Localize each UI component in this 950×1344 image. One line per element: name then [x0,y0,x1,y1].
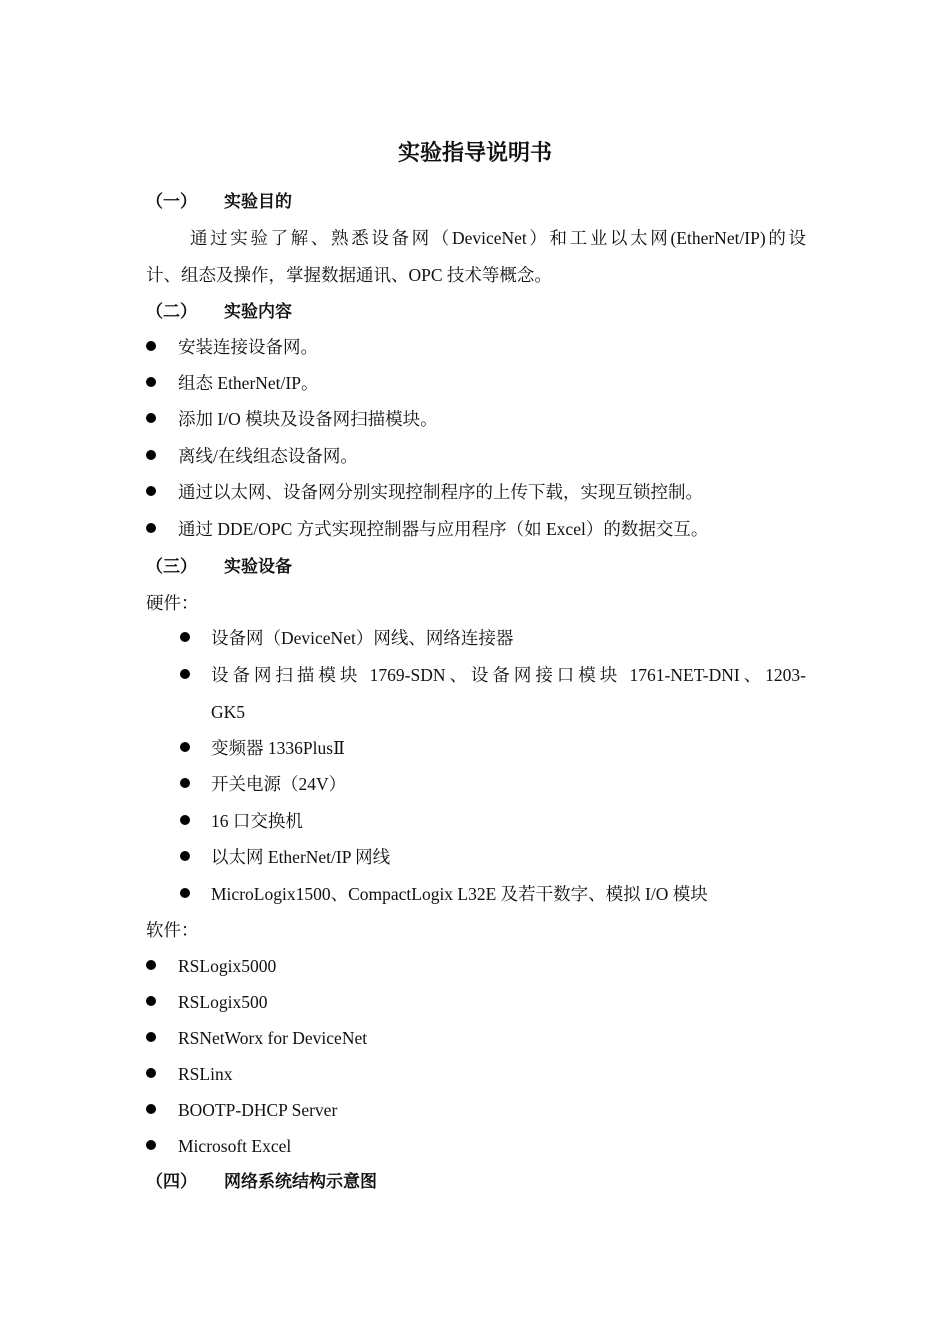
list-item: 以太网 EtherNet/IP 网线 [211,847,391,867]
bullet-icon [146,523,156,533]
bullet-icon [146,1032,156,1042]
list-item-continuation: GK5 [211,702,246,722]
section-number: （三） [146,557,197,577]
hardware-label: 硬件： [146,593,199,613]
purpose-paragraph-line: 计、组态及操作，掌握数据通讯、OPC 技术等概念。 [146,265,552,285]
bullet-icon [180,778,190,788]
bullet-icon [146,996,156,1006]
bullet-icon [146,960,156,970]
section-heading-4 [146,1170,377,1194]
list-item: 通过 DDE/OPC 方式实现控制器与应用程序（如 Excel）的数据交互。 [178,519,709,539]
bullet-icon [180,742,190,752]
list-item: 组态 EtherNet/IP。 [178,373,319,393]
bullet-icon [146,377,156,387]
bullet-icon [146,413,156,423]
list-item: Microsoft Excel [178,1136,292,1156]
bullet-icon [146,1104,156,1114]
section-heading-3 [146,555,292,579]
bullet-icon [146,1140,156,1150]
list-item: 16 口交换机 [211,811,303,831]
list-item: RSNetWorx for DeviceNet [178,1028,368,1048]
section-number: （二） [146,302,197,322]
bullet-icon [180,851,190,861]
list-item: 设备网（DeviceNet）网线、网络连接器 [211,628,514,648]
section-number: （四） [146,1172,197,1192]
section-label: 实验内容 [224,302,292,322]
software-label: 软件： [146,920,199,940]
list-item: 添加 I/O 模块及设备网扫描模块。 [178,409,438,429]
list-item: 通过以太网、设备网分别实现控制程序的上传下载，实现互锁控制。 [178,482,703,502]
list-item: 设备网扫描模块 1769-SDN、设备网接口模块 1761-NET-DNI、1203- [211,665,806,685]
bullet-icon [180,888,190,898]
section-heading-1 [146,190,292,214]
list-item: 离线/在线组态设备网。 [178,446,358,466]
list-item: MicroLogix1500、CompactLogix L32E 及若干数字、模拟 I/O 模块 [211,884,708,904]
list-item: 变频器 1336PlusⅡ [211,738,345,758]
bullet-icon [146,450,156,460]
section-number: （一） [146,192,197,212]
section-heading-2 [146,300,292,324]
bullet-icon [180,632,190,642]
list-item: 开关电源（24V） [211,774,347,794]
list-item: 安装连接设备网。 [178,337,318,357]
bullet-icon [180,669,190,679]
page-title: 实验指导说明书 [397,141,552,166]
list-item: RSLogix5000 [178,956,277,976]
list-item: BOOTP-DHCP Server [178,1100,338,1120]
section-label: 实验设备 [224,557,292,577]
bullet-icon [180,815,190,825]
bullet-icon [146,1068,156,1078]
list-item: RSLogix500 [178,992,268,1012]
purpose-paragraph-line: 通过实验了解、熟悉设备网（DeviceNet）和工业以太网(EtherNet/IP)的设 [190,228,806,248]
list-item: RSLinx [178,1064,233,1084]
section-label: 实验目的 [224,192,292,212]
bullet-icon [146,486,156,496]
section-label: 网络系统结构示意图 [224,1172,377,1192]
bullet-icon [146,341,156,351]
